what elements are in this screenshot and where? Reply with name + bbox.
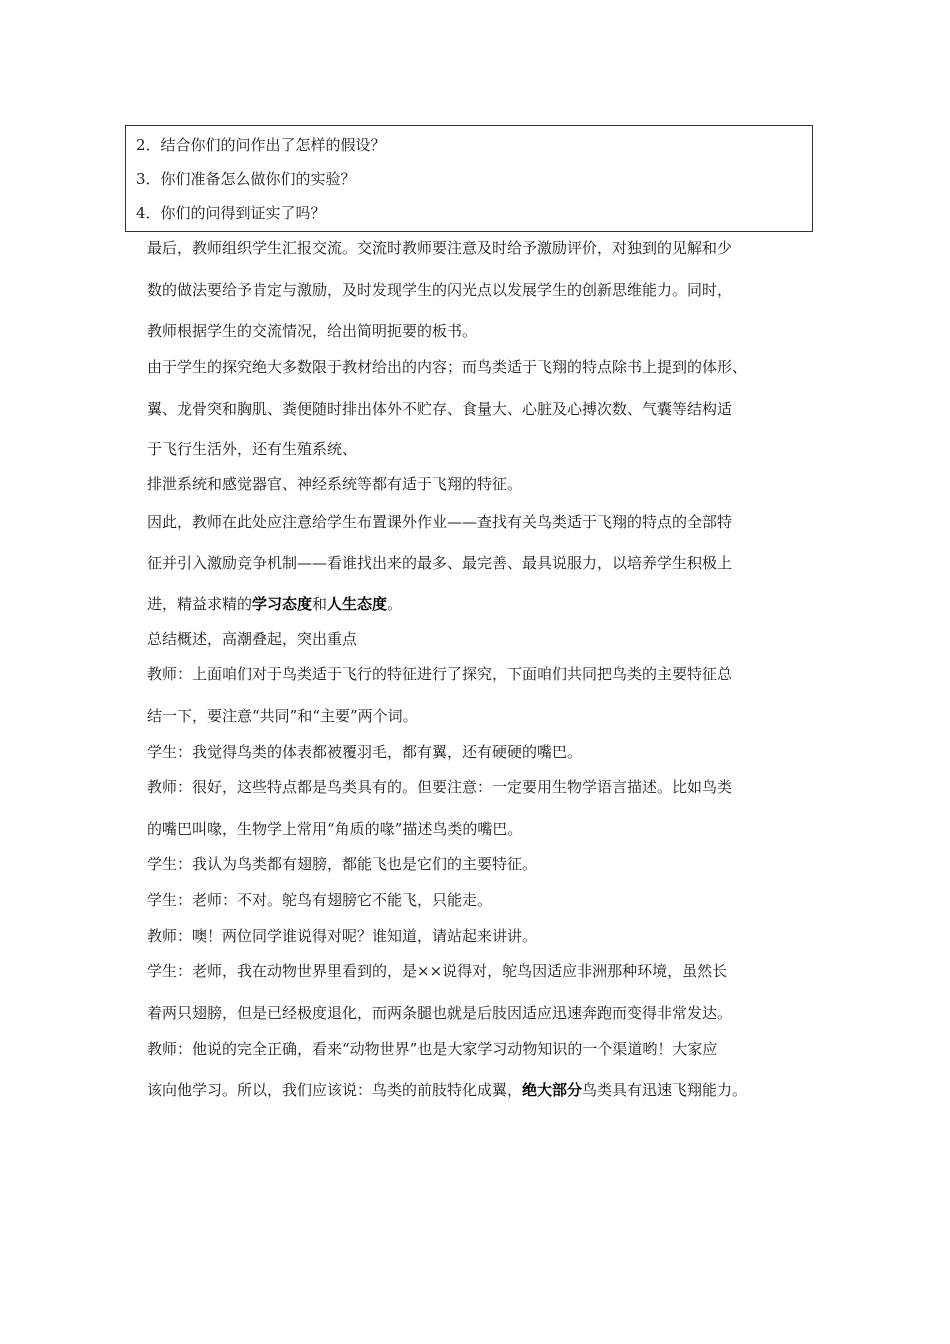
paragraph-line: 数的做法要给予肯定与激励，及时发现学生的闪光点以发展学生的创新思维能力。同时， <box>147 281 733 299</box>
text-span: 。 <box>387 595 403 613</box>
paragraph-line: 教师根据学生的交流情况，给出简明扼要的板书。 <box>147 322 478 340</box>
dialogue-line: 教师：他说的完全正确，看来“动物世界”也是大家学习动物知识的一个渠道哟！大家应 <box>147 1040 718 1058</box>
paragraph-line <box>147 593 402 615</box>
question-item: 2．结合你们的问作出了怎样的假设？ <box>136 136 386 154</box>
question-item: 4．你们的问得到证实了吗？ <box>136 204 326 222</box>
paragraph-line: 最后，教师组织学生汇报交流。交流时教师要注意及时给予激励评价，对独到的见解和少 <box>147 239 733 257</box>
dialogue-line: 教师：噢！两位同学谁说得对呢？谁知道，请站起来讲讲。 <box>147 927 538 945</box>
dialogue-line <box>147 1079 747 1101</box>
paragraph-line: 征并引入激励竞争机制——看谁找出来的最多、最完善、最具说服力，以培养学生积极上 <box>147 554 733 572</box>
question-item: 3．你们准备怎么做你们的实验？ <box>136 170 356 188</box>
dialogue-line: 教师：上面咱们对于鸟类适于飞行的特征进行了探究，下面咱们共同把鸟类的主要特征总 <box>147 665 733 683</box>
paragraph-line: 由于学生的探究绝大多数限于教材给出的内容；而鸟类适于飞翔的特点除书上提到的体形、 <box>147 358 748 376</box>
paragraph-line: 排泄系统和感觉器官、神经系统等都有适于飞翔的特征。 <box>147 475 523 493</box>
question-box <box>125 125 813 232</box>
dialogue-line: 学生：老师，我在动物世界里看到的，是××说得对，鸵鸟因适应非洲那种环境，虽然长 <box>147 962 728 980</box>
dialogue-line: 学生：我觉得鸟类的体表都被覆羽毛，都有翼，还有硬硬的嘴巴。 <box>147 743 583 761</box>
dialogue-line: 着两只翅膀，但是已经极度退化，而两条腿也就是后肢因适应迅速奔跑而变得非常发达。 <box>147 1004 733 1022</box>
dialogue-line: 结一下，要注意“共同”和“主要”两个词。 <box>147 707 418 725</box>
text-span: 进，精益求精的 <box>147 595 253 613</box>
bold-term: 绝大部分 <box>522 1081 583 1099</box>
bold-term: 人生态度 <box>327 595 388 613</box>
section-heading: 总结概述，高潮叠起，突出重点 <box>147 630 358 648</box>
text-span: 该向他学习。所以，我们应该说：鸟类的前肢特化成翼， <box>147 1081 523 1099</box>
text-span: 和 <box>312 595 328 613</box>
dialogue-line: 学生：老师：不对。鸵鸟有翅膀它不能飞，只能走。 <box>147 891 493 909</box>
paragraph-line: 翼、龙骨突和胸肌、粪便随时排出体外不贮存、食量大、心脏及心搏次数、气囊等结构适 <box>147 400 733 418</box>
bold-term: 学习态度 <box>252 595 313 613</box>
paragraph-line: 因此，教师在此处应注意给学生布置课外作业——查找有关鸟类适于飞翔的特点的全部特 <box>147 513 733 531</box>
paragraph-line: 于飞行生活外，还有生殖系统、 <box>147 440 358 458</box>
dialogue-line: 学生：我认为鸟类都有翅膀，都能飞也是它们的主要特征。 <box>147 855 538 873</box>
dialogue-line: 的嘴巴叫喙，生物学上常用“角质的喙”描述鸟类的嘴巴。 <box>147 820 523 838</box>
dialogue-line: 教师：很好，这些特点都是鸟类具有的。但要注意：一定要用生物学语言描述。比如鸟类 <box>147 778 733 796</box>
text-span: 鸟类具有迅速飞翔能力。 <box>582 1081 748 1099</box>
